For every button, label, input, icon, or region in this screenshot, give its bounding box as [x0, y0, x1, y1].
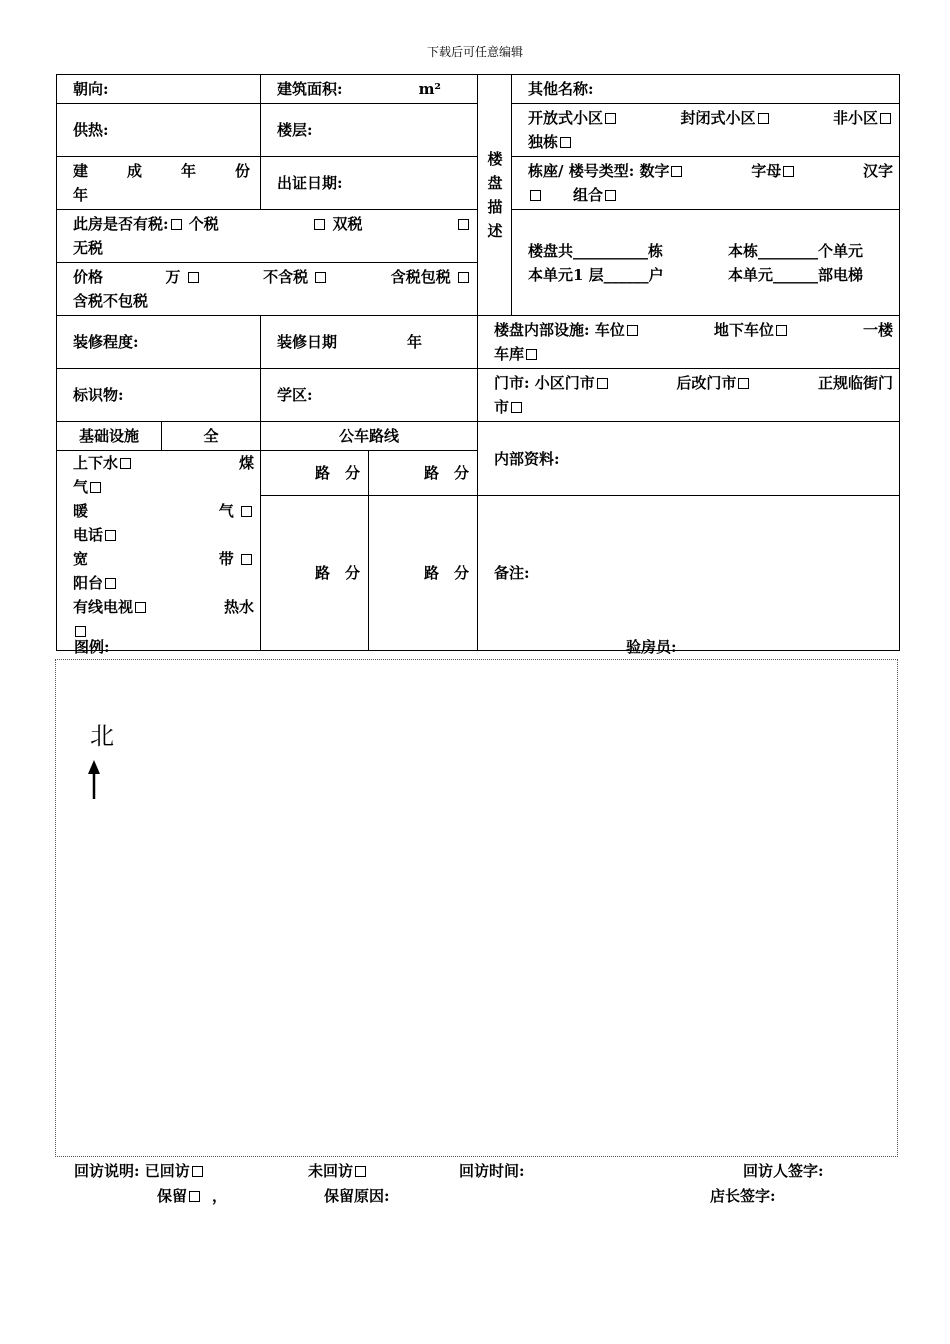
checkbox-balcony[interactable]	[105, 578, 116, 589]
built-year-field[interactable]: 建成年份 年	[57, 157, 261, 210]
bus-route-label: 公车路线	[261, 422, 478, 451]
floor-plan-drawing-area[interactable]	[55, 659, 898, 1157]
checkbox-letter[interactable]	[783, 166, 794, 177]
building-stats-cell: 楼盘共__________栋 本栋________个单元 本单元1 层______户 本单元______部电梯	[512, 210, 900, 316]
checkbox-street-shop[interactable]	[511, 402, 522, 413]
checkbox-single-tax[interactable]	[171, 219, 182, 230]
area-unit: m²	[418, 80, 442, 98]
page-header: 下载后可任意编辑	[426, 45, 523, 59]
bus-route-3[interactable]: 路 分	[261, 496, 369, 651]
checkbox-double-tax[interactable]	[314, 219, 325, 230]
keep-reason-label: 保留原因:	[324, 1187, 390, 1205]
checkbox-water[interactable]	[120, 458, 131, 469]
cert-date-field[interactable]: 出证日期:	[261, 157, 478, 210]
not-revisited-label: 未回访	[308, 1160, 368, 1181]
checkbox-combo[interactable]	[605, 190, 616, 201]
bus-route-4[interactable]: 路 分	[369, 496, 478, 651]
area-field[interactable]: 建筑面积: m²	[261, 75, 478, 104]
property-form-table	[56, 74, 900, 651]
building-number-type-cell: 栋座/ 楼号类型: 数字 字母 汉字 组合	[512, 157, 900, 210]
floor-field[interactable]: 楼层:	[261, 104, 478, 157]
checkbox-number[interactable]	[671, 166, 682, 177]
landmark-field[interactable]: 标识物:	[57, 369, 261, 422]
checkbox-closed[interactable]	[758, 113, 769, 124]
checkbox-revisited[interactable]	[192, 1166, 203, 1177]
legend-label: 图例:	[74, 638, 110, 656]
checkbox-gas[interactable]	[90, 482, 101, 493]
revisit-time-label: 回访时间:	[459, 1162, 525, 1180]
checkbox-phone[interactable]	[105, 530, 116, 541]
checkbox-single-building[interactable]	[560, 137, 571, 148]
checkbox-heating-infra[interactable]	[241, 506, 252, 517]
checkbox-incl-not[interactable]	[458, 272, 469, 283]
infrastructure-list: 上下水 煤 气 暖 气 电话 宽 带 阳台 有线电视 热水	[57, 451, 261, 651]
keep-label: 保留 ，	[157, 1187, 228, 1205]
checkbox-community-shop[interactable]	[597, 378, 608, 389]
checkbox-broadband[interactable]	[241, 554, 252, 565]
checkbox-underground[interactable]	[776, 325, 787, 336]
checkbox-not-revisited[interactable]	[355, 1166, 366, 1177]
checkbox-open[interactable]	[605, 113, 616, 124]
checkbox-non-community[interactable]	[880, 113, 891, 124]
checkbox-keep[interactable]	[189, 1191, 200, 1202]
checkbox-incl-tax[interactable]	[315, 272, 326, 283]
revisit-label: 回访说明: 已回访	[74, 1160, 205, 1181]
bus-route-1[interactable]: 路 分	[261, 451, 369, 496]
facilities-cell: 楼盘内部设施: 车位 地下车位 一楼 车库	[478, 316, 900, 369]
other-name-field[interactable]: 其他名称:	[512, 75, 900, 104]
infrastructure-full: 全	[162, 422, 261, 451]
decoration-level-field[interactable]: 装修程度:	[57, 316, 261, 369]
manager-signature-label: 店长签字:	[710, 1187, 776, 1205]
north-arrow-icon	[86, 760, 102, 800]
decoration-date-field[interactable]: 装修日期 年	[261, 316, 478, 369]
school-district-field[interactable]: 学区:	[261, 369, 478, 422]
north-label: 北	[90, 722, 114, 750]
checkbox-garage[interactable]	[526, 349, 537, 360]
checkbox-no-tax[interactable]	[458, 219, 469, 230]
internal-info-field[interactable]: 内部资料:	[478, 422, 900, 496]
checkbox-cable-tv[interactable]	[135, 602, 146, 613]
checkbox-converted-shop[interactable]	[738, 378, 749, 389]
orientation-field[interactable]: 朝向:	[57, 75, 261, 104]
checkbox-parking[interactable]	[627, 325, 638, 336]
price-cell: 价格 万 不含税 含税包税 含税不包税	[57, 263, 478, 316]
community-type-cell: 开放式小区 封闭式小区 非小区 独栋	[512, 104, 900, 157]
remarks-field[interactable]: 备注:	[478, 496, 900, 651]
checkbox-hanzi[interactable]	[530, 190, 541, 201]
shopfront-cell: 门市: 小区门市 后改门市 正规临街门 市	[478, 369, 900, 422]
revisit-signature-label: 回访人签字:	[743, 1162, 824, 1180]
infrastructure-label: 基础设施	[57, 422, 162, 451]
building-description-label: 楼盘描述	[478, 75, 512, 316]
tax-cell: 此房是否有税: 个税 双税 无税	[57, 210, 478, 263]
inspector-label: 验房员:	[626, 638, 677, 656]
bus-route-2[interactable]: 路 分	[369, 451, 478, 496]
heating-field[interactable]: 供热:	[57, 104, 261, 157]
checkbox-excl-tax[interactable]	[188, 272, 199, 283]
